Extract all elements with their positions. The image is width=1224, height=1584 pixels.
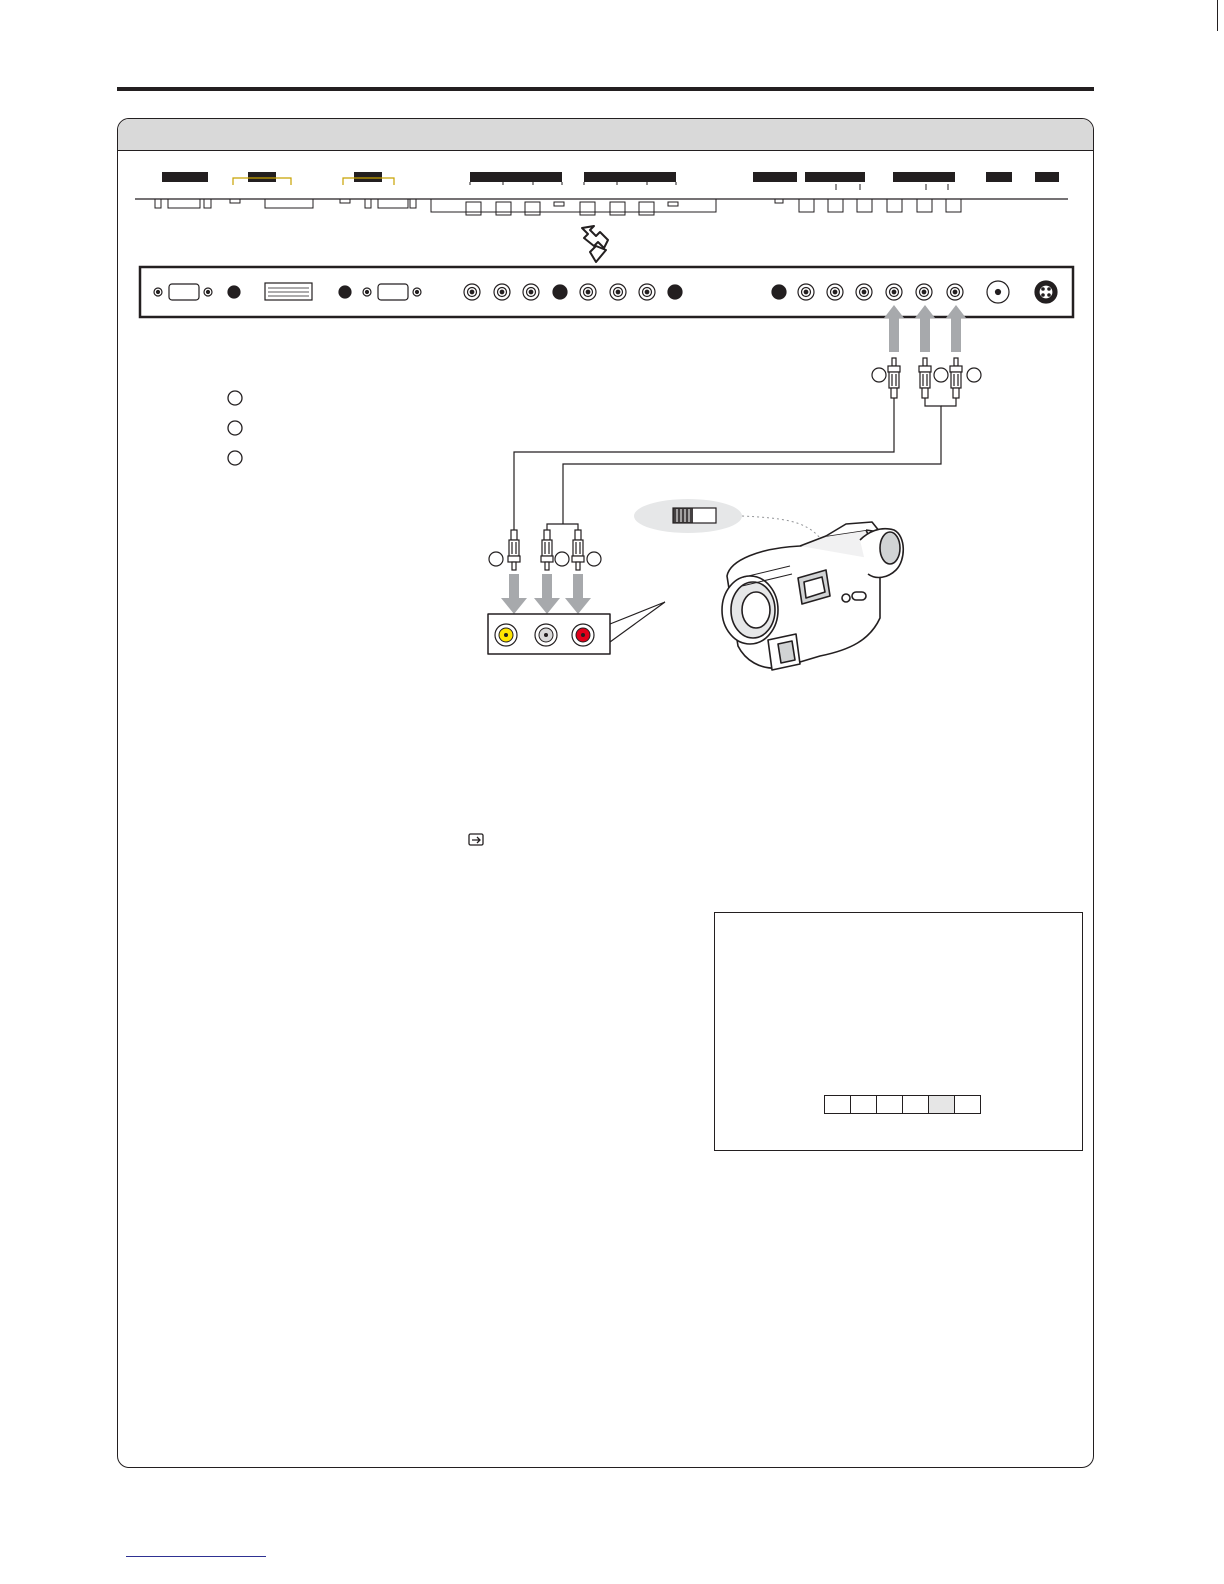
rca-plug [572, 530, 584, 570]
step-1-circle [228, 391, 242, 405]
label-plate-svideo [1035, 172, 1059, 182]
rca-plug [950, 358, 962, 398]
tv-side-plugs [888, 358, 962, 398]
label-plate-av2 [893, 172, 955, 182]
label-plate-av1 [805, 172, 865, 182]
camcorder-side-plugs [508, 530, 584, 570]
audio-mini-jack [668, 285, 682, 299]
step-number-circles [228, 391, 242, 465]
rca-plug [541, 530, 553, 570]
camcorder-icon [722, 522, 903, 670]
osd-source-cell [876, 1095, 903, 1114]
step-2-circle [228, 421, 242, 435]
terminal-label-plates [162, 172, 1059, 182]
rca-jack [523, 284, 539, 300]
av-video-in-jack [886, 284, 902, 300]
rca-jack [494, 284, 510, 300]
insert-arrows-camcorder [501, 574, 591, 614]
step-3-circle [228, 451, 242, 465]
rca-jack [580, 284, 596, 300]
label-plate-component2 [584, 172, 676, 182]
rca-jack [827, 284, 843, 300]
rca-jack [464, 284, 480, 300]
av-audio-left-in-jack [916, 284, 932, 300]
osd-source-bar [825, 1095, 981, 1114]
osd-source-cell [954, 1095, 981, 1114]
rca-jack [798, 284, 814, 300]
label-plate-dvi [248, 172, 276, 182]
label-plate-audio [753, 172, 797, 182]
osd-source-cell [902, 1095, 929, 1114]
tv-edge-view-connectors [155, 199, 961, 215]
osd-source-cell [850, 1095, 877, 1114]
rca-plug [919, 358, 931, 398]
insert-arrows-tv [884, 305, 966, 352]
osd-source-cell [824, 1095, 851, 1114]
label-plate-rs232 [162, 172, 208, 182]
label-plate-pc [354, 172, 382, 182]
audio-mini-jack [772, 285, 786, 299]
input-source-key-icon [469, 834, 483, 845]
av-audio-right-in-jack [947, 284, 963, 300]
svideo-jack [1035, 281, 1057, 303]
label-plate-component1 [470, 172, 562, 182]
rca-jack [856, 284, 872, 300]
view-rotate-arrow-icon [582, 226, 608, 262]
audio-mini-jack [553, 285, 567, 299]
rca-jack [639, 284, 655, 300]
osd-source-cell-selected [928, 1095, 955, 1114]
rca-jack [610, 284, 626, 300]
osd-source-menu-preview [714, 912, 1083, 1151]
antenna-jack [987, 281, 1009, 303]
rca-plug [508, 530, 520, 570]
output-switch-callout [634, 499, 820, 538]
footer-link-underline[interactable] [126, 1556, 266, 1557]
rca-plug [888, 358, 900, 398]
label-plate-ant [986, 172, 1012, 182]
